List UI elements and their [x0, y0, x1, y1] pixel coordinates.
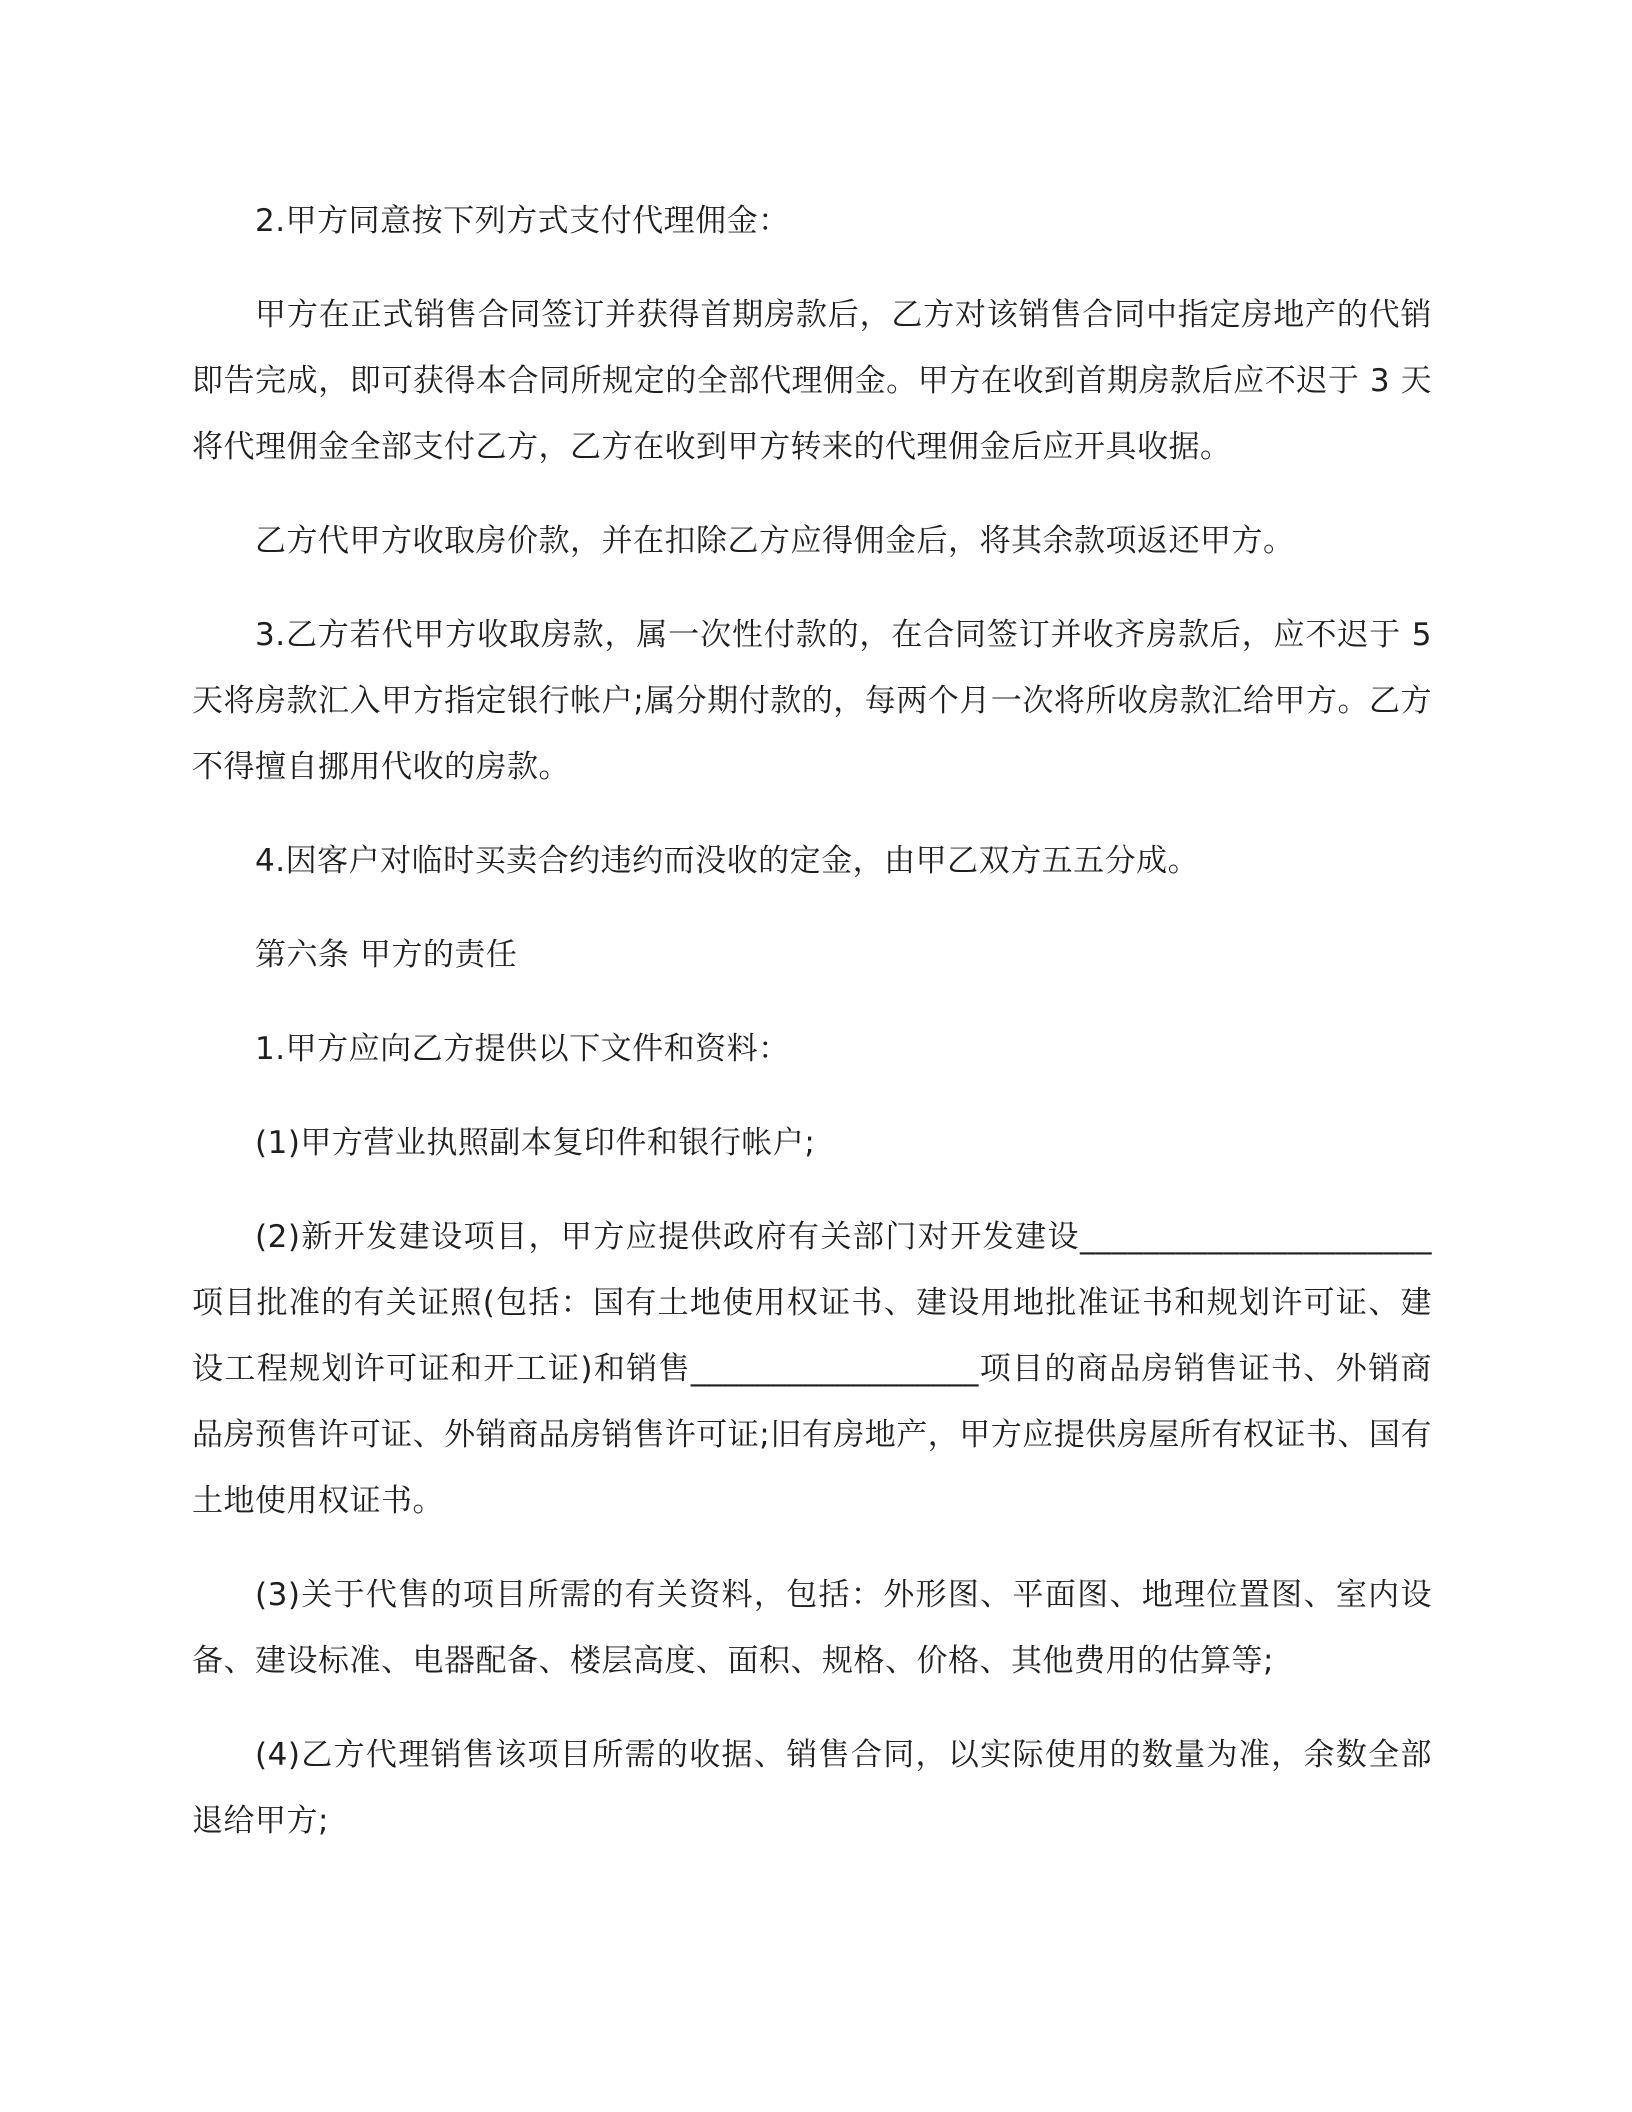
list-item-license-copy: (1)甲方营业执照副本复印件和银行帐户; [255, 1125, 816, 1161]
list-item-project-approval: (2)新开发建设项目，甲方应提供政府有关部门对开发建设______________________项目批准的有关证照(包括：国有土地使用权证书、建设用地批准证书和规划许可证、建设工程规划许可证和开工证)和销售__________________项目的商品房销售证书、外销商品房预售许可证、外销商品房销售许可证;旧有房地产，甲方应提供房屋所有权证书、国有土地使用权证书。 [192, 1219, 1432, 1519]
paragraph-remit-payment: 3.乙方若代甲方收取房款，属一次性付款的，在合同签订并收齐房款后，应不迟于 5 天将房款汇入甲方指定银行帐户;属分期付款的，每两个月一次将所收房款汇给甲方。乙方不得擅自挪用代收的房款。 [192, 617, 1432, 785]
list-item-receipts-contracts: (4)乙方代理销售该项目所需的收据、销售合同，以实际使用的数量为准，余数全部退给甲方; [192, 1737, 1432, 1839]
paragraph-commission-method: 2.甲方同意按下列方式支付代理佣金： [255, 203, 790, 239]
paragraph-commission-payment: 甲方在正式销售合同签订并获得首期房款后，乙方对该销售合同中指定房地产的代销即告完成，即可获得本合同所规定的全部代理佣金。甲方在收到首期房款后应不迟于 3 天将代理佣金全部支付乙方，乙方在收到甲方转来的代理佣金后应开具收据。 [192, 297, 1432, 465]
paragraph-collect-price: 乙方代甲方收取房价款，并在扣除乙方应得佣金后，将其余款项返还甲方。 [255, 523, 1295, 559]
paragraph-provide-documents: 1.甲方应向乙方提供以下文件和资料： [255, 1031, 790, 1067]
section-heading-party-a-duties: 第六条 甲方的责任 [255, 937, 518, 973]
paragraph-deposit-split: 4.因客户对临时买卖合约违约而没收的定金，由甲乙双方五五分成。 [255, 843, 1200, 879]
list-item-project-materials: (3)关于代售的项目所需的有关资料，包括：外形图、平面图、地理位置图、室内设备、建设标准、电器配备、楼层高度、面积、规格、价格、其他费用的估算等; [192, 1577, 1432, 1679]
document-body [192, 188, 1432, 1882]
